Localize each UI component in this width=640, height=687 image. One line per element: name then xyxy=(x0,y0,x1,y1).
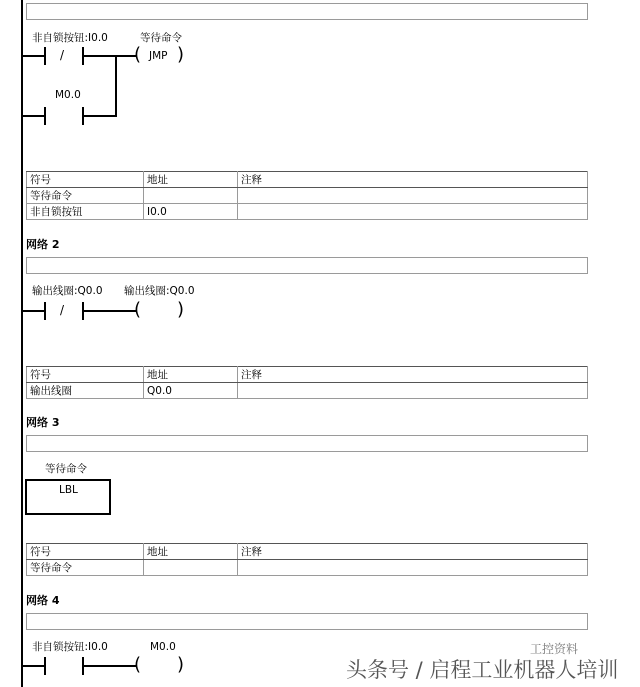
cell-symbol[interactable]: 输出线圈 xyxy=(27,383,144,399)
n1-contact1-normally-closed[interactable] xyxy=(44,47,84,65)
n4-coil-left-paren: ( xyxy=(134,654,142,675)
header-address: 地址 xyxy=(144,172,238,188)
cell-comment[interactable] xyxy=(238,560,588,576)
header-address: 地址 xyxy=(144,367,238,383)
header-comment: 注释 xyxy=(238,172,588,188)
cell-address[interactable]: Q0.0 xyxy=(144,383,238,399)
network-2-comment-box[interactable] xyxy=(26,257,588,274)
cell-address[interactable] xyxy=(144,560,238,576)
n1-wire-c xyxy=(22,115,44,117)
header-address: 地址 xyxy=(144,544,238,560)
cell-address[interactable] xyxy=(144,188,238,204)
n2-contact-label: 输出线圈:Q0.0 xyxy=(32,285,103,297)
n3-box-label: 等待命令 xyxy=(45,463,87,475)
header-comment: 注释 xyxy=(238,367,588,383)
header-symbol: 符号 xyxy=(27,172,144,188)
network-3-comment-box[interactable] xyxy=(26,435,588,452)
n1-contact1-label: 非自锁按钮:I0.0 xyxy=(32,32,108,44)
cell-symbol[interactable]: 等待命令 xyxy=(27,188,144,204)
n1-wire-b xyxy=(84,55,136,57)
header-symbol: 符号 xyxy=(27,544,144,560)
n3-lbl-text: LBL xyxy=(59,484,78,496)
n1-wire-a xyxy=(22,55,44,57)
cell-comment[interactable] xyxy=(238,383,588,399)
table-header-row xyxy=(27,172,588,188)
power-rail xyxy=(21,0,23,687)
n4-coil-right-paren: ) xyxy=(177,654,185,675)
cell-comment[interactable] xyxy=(238,188,588,204)
n1-contact2-normally-open[interactable] xyxy=(44,107,84,125)
network-3-title: 网络 3 xyxy=(26,416,60,429)
n4-contact-label: 非自锁按钮:I0.0 xyxy=(32,641,108,653)
cell-address[interactable]: I0.0 xyxy=(144,204,238,220)
header-comment: 注释 xyxy=(238,544,588,560)
watermark-secondary: 工控资料 xyxy=(530,642,579,656)
n1-contact2-label: M0.0 xyxy=(55,89,81,101)
n4-wire-b xyxy=(84,665,136,667)
n4-wire-a xyxy=(22,665,44,667)
cell-symbol[interactable]: 等待命令 xyxy=(27,560,144,576)
watermark-text: 头条号 / 启程工业机器人培训 xyxy=(346,658,619,682)
n2-wire-b xyxy=(84,310,136,312)
cell-comment[interactable] xyxy=(238,204,588,220)
n2-coil-left-paren: ( xyxy=(134,299,142,320)
cell-symbol[interactable]: 非自锁按钮 xyxy=(27,204,144,220)
n1-coil-right-paren: ) xyxy=(177,44,185,65)
n1-coil-label: 等待命令 xyxy=(140,32,182,44)
n2-contact-slash: / xyxy=(60,303,65,317)
network-2-title: 网络 2 xyxy=(26,238,60,251)
table-row xyxy=(27,560,588,576)
n2-coil-right-paren: ) xyxy=(177,299,185,320)
n2-contact-normally-closed[interactable] xyxy=(44,302,84,320)
n1-contact1-slash: / xyxy=(60,48,65,62)
table-row xyxy=(27,188,588,204)
n1-coil-left-paren: ( xyxy=(134,44,142,65)
header-symbol: 符号 xyxy=(27,367,144,383)
n2-wire-a xyxy=(22,310,44,312)
symbol-table-3 xyxy=(26,543,588,576)
symbol-table-2 xyxy=(26,366,588,399)
network-4-title: 网络 4 xyxy=(26,594,60,607)
n2-coil-label: 输出线圈:Q0.0 xyxy=(124,285,195,297)
table-row xyxy=(27,204,588,220)
network-1-comment-box[interactable] xyxy=(26,3,588,20)
table-row xyxy=(27,383,588,399)
n1-wire-d xyxy=(84,115,116,117)
n4-contact-normally-open[interactable] xyxy=(44,657,84,675)
n4-coil-label: M0.0 xyxy=(150,641,176,653)
table-header-row xyxy=(27,367,588,383)
network-4-comment-box[interactable] xyxy=(26,613,588,630)
n1-parallel-branch xyxy=(115,55,117,117)
n3-lbl-box[interactable] xyxy=(25,479,111,515)
n1-coil-text: JMP xyxy=(149,50,168,62)
symbol-table-1 xyxy=(26,171,588,220)
table-header-row xyxy=(27,544,588,560)
